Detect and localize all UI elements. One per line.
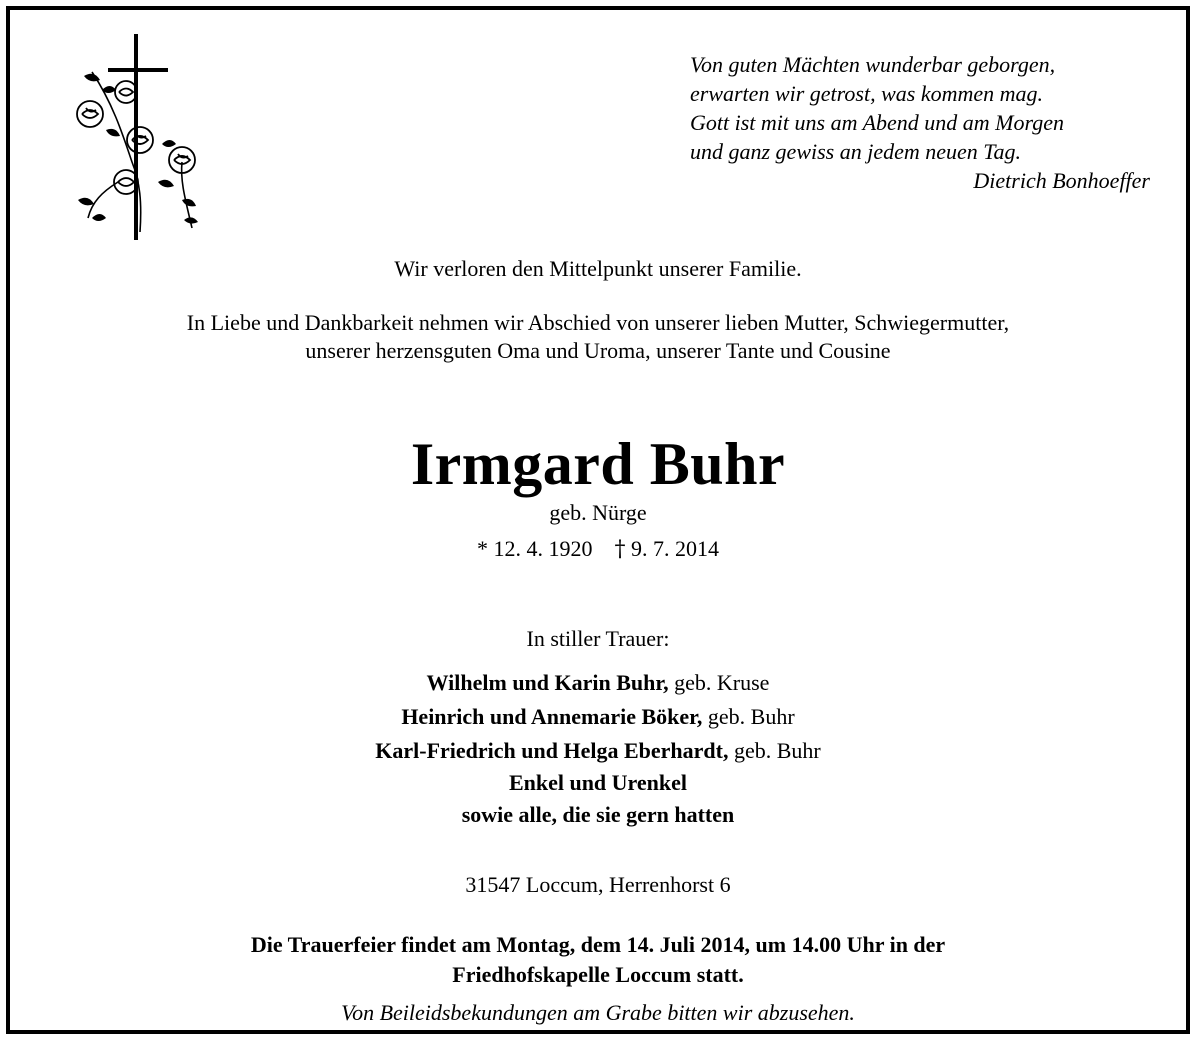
mourner-entry	[10, 668, 1186, 698]
birth-name: geb. Nürge	[549, 500, 647, 525]
intro-line-1: Wir verloren den Mittelpunkt unserer Familie.	[394, 256, 802, 281]
mourner-names: Karl-Friedrich und Helga Eberhardt,	[375, 738, 729, 763]
closing-note: Von Beileidsbekundungen am Grabe bitten wir abzusehen.	[341, 1000, 855, 1025]
poem-line: Von guten Mächten wunderbar geborgen,	[690, 52, 1056, 77]
mourner-entry: Enkel und Urenkel	[508, 770, 688, 795]
mourner-entry: sowie alle, die sie gern hatten	[461, 802, 735, 827]
mourners-heading: In stiller Trauer:	[526, 626, 670, 651]
death-cross-icon: †	[614, 537, 626, 562]
intro-line-3: unserer herzensguten Oma und Uroma, unserer Tante und Cousine	[305, 338, 891, 363]
life-dates	[10, 534, 1186, 565]
mourner-note: geb. Buhr	[707, 704, 795, 729]
poem-line: Gott ist mit uns am Abend und am Morgen	[690, 110, 1064, 135]
deceased-name: Irmgard Buhr	[410, 431, 786, 497]
mourner-note: geb. Buhr	[733, 738, 821, 763]
intro-line-2: In Liebe und Dankbarkeit nehmen wir Abschied von unserer lieben Mutter, Schwiegermutter,	[186, 310, 1010, 335]
mourner-entry	[10, 736, 1186, 766]
poem-line: erwarten wir getrost, was kommen mag.	[690, 81, 1044, 106]
ceremony-line-2: Friedhofskapelle Loccum statt.	[452, 962, 744, 987]
mourner-entry	[10, 702, 1186, 732]
ceremony-line-1: Die Trauerfeier findet am Montag, dem 14. Juli 2014, um 14.00 Uhr in der	[250, 932, 946, 957]
mourner-note: geb. Kruse	[674, 670, 770, 695]
cross-with-roses-icon	[62, 32, 212, 244]
poem-line: und ganz gewiss an jedem neuen Tag.	[690, 139, 1022, 164]
family-address: 31547 Loccum, Herrenhorst 6	[465, 872, 731, 897]
death-date: 9. 7. 2014	[631, 536, 719, 561]
poem-author: Dietrich Bonhoeffer	[973, 168, 1150, 193]
bonhoeffer-poem	[690, 50, 1150, 195]
birth-date: * 12. 4. 1920	[477, 536, 593, 561]
obituary-notice	[6, 6, 1190, 1034]
mourner-names: Heinrich und Annemarie Böker,	[401, 704, 703, 729]
mourner-names: Wilhelm und Karin Buhr,	[426, 670, 669, 695]
